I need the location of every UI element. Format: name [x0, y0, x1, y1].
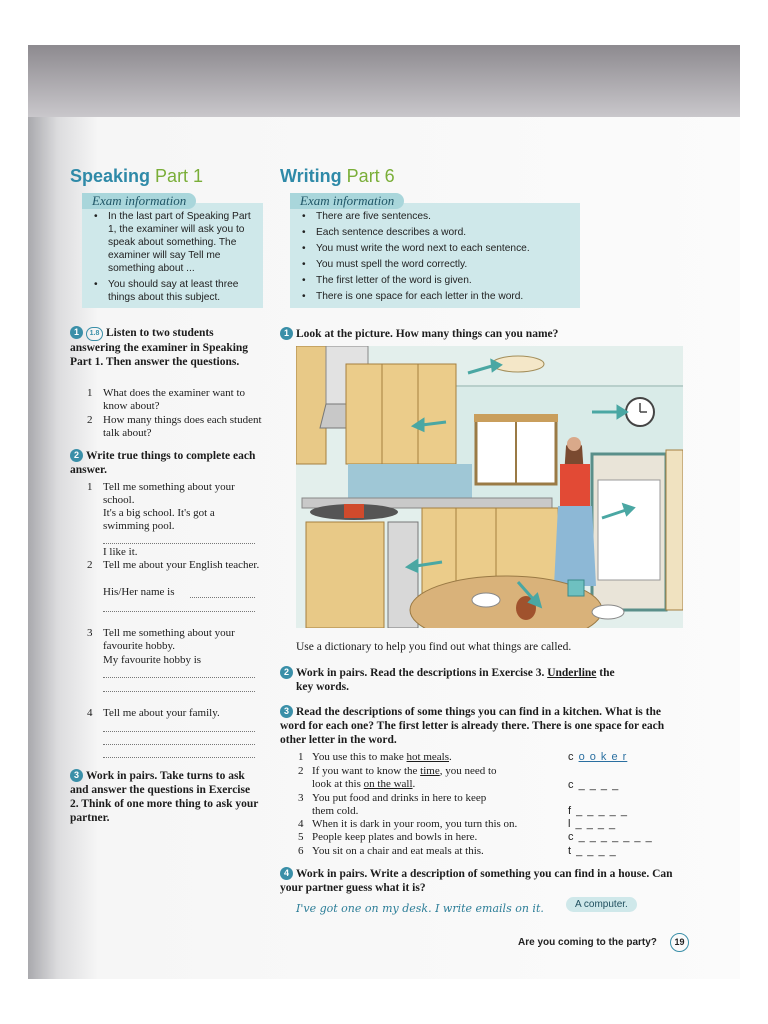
exercise-number-badge: 2	[280, 666, 293, 679]
speaking-exam-item: • You should say at least three things about this subject.	[108, 278, 259, 304]
list-item: 2 Tell me about your English teacher.	[87, 559, 260, 571]
writing-exam-item: • There is one space for each letter in the word.	[316, 290, 580, 303]
speaking-ex1-instruction	[70, 326, 260, 369]
writing-title	[280, 166, 395, 187]
exercise-number-badge: 3	[280, 705, 293, 718]
handwritten-example: I've got one on my desk. I write emails on it.	[296, 902, 544, 915]
answer-slot[interactable]: f _ _ _ _ _	[568, 805, 628, 817]
writing-ex3-instruction	[280, 705, 682, 747]
answer-start: My favourite hobby is	[103, 654, 202, 666]
footer-unit-title: Are you coming to the party?	[518, 937, 657, 948]
instruction-text: Read the descriptions of some things you can find in a kitchen. What is the word for each one? The first letter is already there. There is one space for each other letter in the word.	[280, 706, 665, 746]
write-line[interactable]	[190, 597, 255, 598]
write-line[interactable]	[103, 611, 255, 612]
page-number: 19	[670, 933, 689, 952]
ex3-item-3-cont: them cold.	[312, 805, 359, 817]
exercise-number-badge: 4	[280, 867, 293, 880]
writing-exam-box	[290, 203, 580, 308]
writing-exam-item: • You must write the word next to each sentence.	[316, 242, 580, 255]
write-line[interactable]	[103, 744, 255, 745]
exercise-number-badge: 2	[70, 449, 83, 462]
speaking-title-word: Speaking	[70, 166, 151, 186]
underline-word: Underline	[547, 667, 597, 679]
sample-answer: It's a big school. It's got a swimming pool.	[103, 507, 215, 532]
exercise-number-badge: 3	[70, 769, 83, 782]
instruction-text: Work in pairs. Take turns to ask and answer the questions in Exercise 2. Think of one more thing to ask your partner.	[70, 770, 259, 824]
writing-ex2-instruction: 2 Work in pairs. Read the descriptions in Exercise 3. Underline the key words.	[280, 666, 680, 694]
ex3-item-2-cont: look at this on the wall.	[312, 778, 416, 790]
answer-slot[interactable]: c _ _ _ _	[568, 779, 620, 791]
ex3-item-2: 2 If you want to know the time, you need to	[298, 765, 497, 777]
speaking-title-part: Part 1	[155, 166, 204, 186]
instruction-text: Listen to two students answering the examiner in Speaking Part 1. Then answer the questions.	[70, 327, 249, 368]
speaking-exam-item: • In the last part of Speaking Part 1, the examiner will ask you to speak about something. The examiner will say Tell me something about ...	[108, 210, 259, 275]
answer-slot[interactable]: c o o k e r	[568, 751, 628, 763]
speaking-title	[70, 166, 203, 187]
audio-track-icon: 1.8	[86, 327, 103, 341]
exercise-number-badge: 1	[70, 326, 83, 339]
dictionary-note: Use a dictionary to help you find out what things are called.	[296, 641, 572, 653]
ex3-item-1: 1 You use this to make hot meals.	[298, 751, 452, 763]
ex3-item-6: 6 You sit on a chair and eat meals at this.	[298, 845, 484, 857]
write-line[interactable]	[103, 757, 255, 758]
instruction-text: Look at the picture. How many things can you name?	[296, 328, 559, 340]
list-item: 1 Tell me something about your school.	[87, 481, 235, 506]
answer-slot[interactable]: t _ _ _ _	[568, 845, 617, 857]
speaking-exam-label: Exam information	[82, 193, 196, 209]
writing-exam-label: Exam information	[290, 193, 404, 209]
exercise-number-badge: 1	[280, 327, 293, 340]
writing-ex4-instruction	[280, 867, 680, 895]
write-line[interactable]	[103, 543, 255, 544]
list-item: 1 What does the examiner want to know about?	[87, 387, 246, 412]
list-item: 3 Tell me something about your favourite hobby.	[87, 627, 235, 652]
sample-answer-extra: I like it.	[103, 546, 138, 558]
write-line[interactable]	[103, 691, 255, 692]
writing-exam-item: • There are five sentences.	[316, 210, 580, 223]
page-top-shadow	[28, 45, 740, 117]
writing-exam-item: • Each sentence describes a word.	[316, 226, 580, 239]
speech-bubble: A computer.	[566, 897, 637, 912]
ex3-item-5: 5 People keep plates and bowls in here.	[298, 831, 478, 843]
writing-ex1-instruction	[280, 327, 680, 341]
write-line[interactable]	[103, 677, 255, 678]
answer-start: His/Her name is	[103, 586, 175, 598]
kitchen-illustration	[296, 346, 683, 628]
writing-exam-item: • The first letter of the word is given.	[316, 274, 580, 287]
instruction-text: Work in pairs. Write a description of something you can find in a house. Can your partner guess what it is?	[280, 868, 673, 894]
ex3-item-3: 3 You put food and drinks in here to keep	[298, 792, 487, 804]
speaking-ex2-instruction	[70, 449, 260, 477]
list-item: 2 How many things does each student talk about?	[87, 414, 262, 439]
list-item: 4 Tell me about your family.	[87, 707, 220, 719]
writing-title-part: Part 6	[346, 166, 395, 186]
writing-exam-item: • You must spell the word correctly.	[316, 258, 580, 271]
instruction-text: Write true things to complete each answer.	[70, 450, 256, 476]
write-line[interactable]	[103, 731, 255, 732]
speaking-exam-box	[82, 203, 263, 308]
speaking-ex3-instruction	[70, 769, 260, 825]
ex3-item-4: 4 When it is dark in your room, you turn this on.	[298, 818, 518, 830]
answer-slot[interactable]: c _ _ _ _ _ _ _	[568, 831, 653, 843]
answer-slot[interactable]: l _ _ _ _	[568, 818, 617, 830]
kitchen-drawing	[296, 346, 683, 628]
writing-title-word: Writing	[280, 166, 342, 186]
